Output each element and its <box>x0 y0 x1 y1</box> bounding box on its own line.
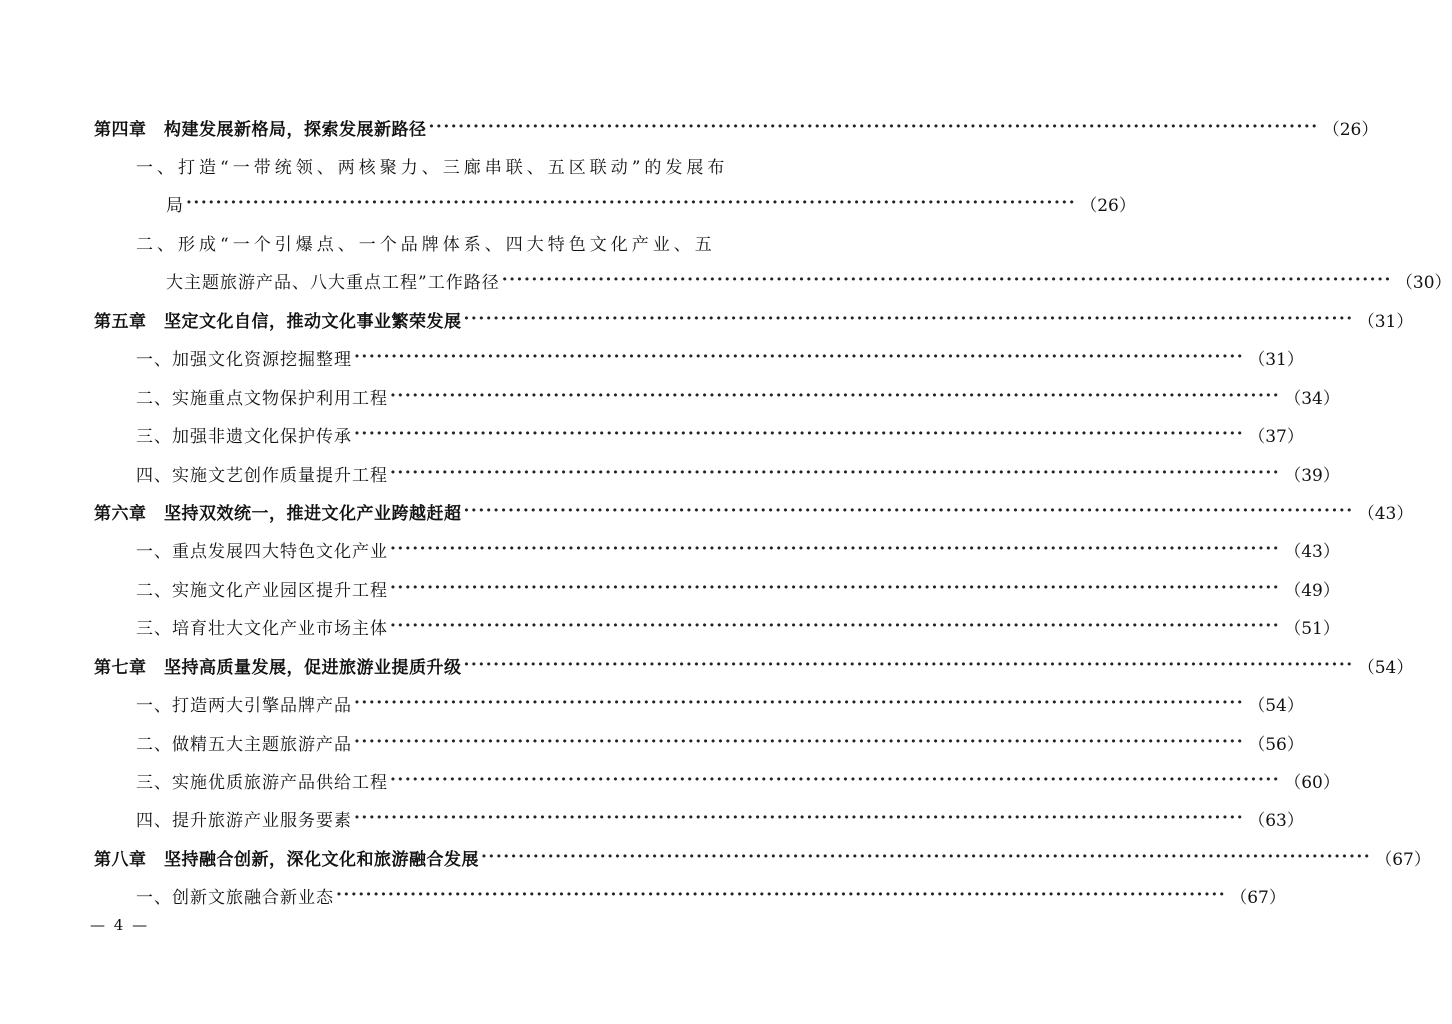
toc-entry-page: （49） <box>1284 580 1340 601</box>
toc-entry-page: （63） <box>1248 810 1304 831</box>
toc-entry-label: 二、实施重点文物保护利用工程 <box>136 388 388 409</box>
toc-entry <box>136 573 1340 603</box>
dot-leader: ························································································································ <box>463 309 1354 329</box>
dot-leader: ························································································································ <box>481 847 1372 867</box>
toc-entry-label: 三、实施优质旅游产品供给工程 <box>136 772 388 793</box>
toc-entry-label: 一、创新文旅融合新业态 <box>136 887 334 908</box>
toc-entry-page: （67） <box>1375 849 1431 870</box>
toc-entry-label: 三、加强非遗文化保护传承 <box>136 426 352 447</box>
dot-leader: ························································································································ <box>390 463 1281 483</box>
toc-entry <box>136 688 1304 718</box>
toc-entry <box>136 458 1340 488</box>
toc-entry-label: 第五章 坚定文化自信，推动文化事业繁荣发展 <box>94 311 462 332</box>
toc-entry-label: 一、重点发展四大特色文化产业 <box>136 541 388 562</box>
toc-entry <box>94 112 1379 142</box>
dot-leader: ························································································································ <box>428 117 1319 137</box>
toc-entry-label: 二、实施文化产业园区提升工程 <box>136 580 388 601</box>
toc-entry-label: 一、打造“一带统领、两核聚力、三廊串联、五区联动”的发展布 <box>136 157 729 178</box>
toc-entry-label: 一、加强文化资源挖掘整理 <box>136 349 352 370</box>
toc-entry-page: （54） <box>1357 657 1414 678</box>
dot-leader: ························································································································ <box>390 539 1281 559</box>
toc-entry-label: 四、实施文艺创作质量提升工程 <box>136 465 388 486</box>
toc-entry-label: 局 <box>166 195 184 216</box>
toc-entry <box>166 265 1452 295</box>
toc-entry-page: （56） <box>1248 734 1304 755</box>
toc-entry-page: （26） <box>1080 195 1136 216</box>
dot-leader: ························································································································ <box>390 770 1281 790</box>
toc-entry-page: （51） <box>1284 618 1340 639</box>
toc-entry <box>136 611 1340 641</box>
dot-leader: ························································································································ <box>463 501 1354 521</box>
dot-leader: ························································································································ <box>354 808 1245 828</box>
toc-entry <box>94 304 1414 334</box>
toc-entry <box>136 765 1340 795</box>
toc-entry <box>136 342 1304 372</box>
toc-entry-page: （67） <box>1230 887 1286 908</box>
toc-entry-page: （31） <box>1357 311 1414 332</box>
dot-leader: ························································································································ <box>390 616 1281 636</box>
page-number-footer: — 4 — <box>90 916 150 934</box>
toc-entry <box>166 188 1136 218</box>
toc-entry-page: （39） <box>1284 465 1340 486</box>
toc-entry-page: （26） <box>1322 119 1379 140</box>
toc-entry-page: （30） <box>1395 272 1452 293</box>
toc-entry-page: （43） <box>1284 541 1340 562</box>
toc-entry <box>136 803 1304 833</box>
toc-entry-label: 二、做精五大主题旅游产品 <box>136 734 352 755</box>
toc-entry-label: 一、打造两大引擎品牌产品 <box>136 695 352 716</box>
toc-entry <box>94 496 1414 526</box>
toc-entry <box>136 880 1286 910</box>
toc-entry-label: 第八章 坚持融合创新，深化文化和旅游融合发展 <box>94 849 479 870</box>
toc-entry <box>136 381 1340 411</box>
toc-entry-label: 三、培育壮大文化产业市场主体 <box>136 618 388 639</box>
dot-leader: ························································································································ <box>501 270 1392 290</box>
dot-leader: ························································································································ <box>186 193 1077 213</box>
dot-leader: ························································································································ <box>463 655 1354 675</box>
toc-entry-page: （31） <box>1248 349 1304 370</box>
toc-entry-page: （54） <box>1248 695 1304 716</box>
dot-leader: ························································································································ <box>390 386 1281 406</box>
toc-entry-label: 第四章 构建发展新格局，探索发展新路径 <box>94 119 427 140</box>
toc-entry <box>136 227 716 257</box>
toc-entry-label: 第七章 坚持高质量发展，促进旅游业提质升级 <box>94 657 462 678</box>
dot-leader: ························································································································ <box>390 578 1281 598</box>
dot-leader: ························································································································ <box>354 693 1245 713</box>
toc-entry <box>94 842 1431 872</box>
toc-entry-page: （60） <box>1284 772 1340 793</box>
toc-entry <box>136 727 1304 757</box>
toc-entry-label: 第六章 坚持双效统一，推进文化产业跨越赶超 <box>94 503 462 524</box>
dot-leader: ························································································································ <box>354 347 1245 367</box>
toc-entry <box>136 534 1340 564</box>
dot-leader: ························································································································ <box>354 732 1245 752</box>
dot-leader: ························································································································ <box>354 424 1245 444</box>
toc-entry-label: 大主题旅游产品、八大重点工程”工作路径 <box>166 272 500 293</box>
toc-entry <box>136 419 1304 449</box>
toc-entry-page: （34） <box>1284 388 1340 409</box>
toc-entry-page: （37） <box>1248 426 1304 447</box>
toc-entry-label: 四、提升旅游产业服务要素 <box>136 810 352 831</box>
toc-entry <box>94 650 1414 680</box>
dot-leader: ························································································································ <box>336 885 1227 905</box>
toc-entry <box>136 150 729 180</box>
toc-entry-page: （43） <box>1357 503 1414 524</box>
toc-entry-label: 二、形成“一个引爆点、一个品牌体系、四大特色文化产业、五 <box>136 234 716 255</box>
